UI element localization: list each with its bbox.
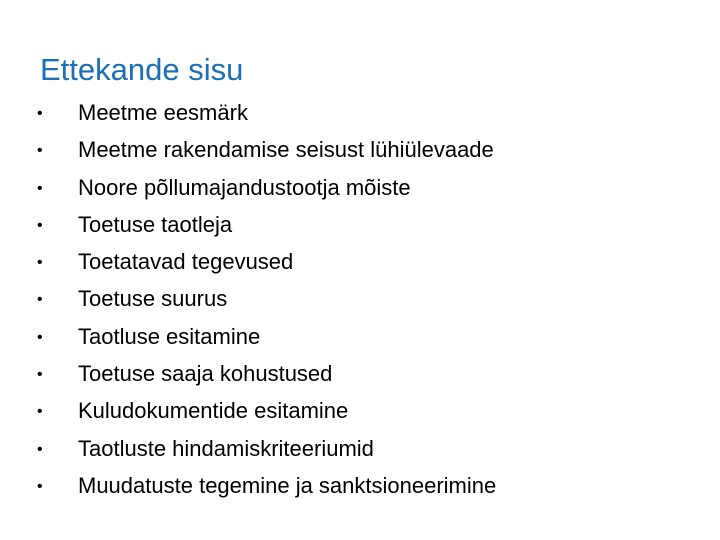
list-item-text: Toetuse suurus (78, 286, 228, 312)
list-item-text: Noore põllumajandustootja mõiste (78, 174, 411, 200)
bullet-icon: • (37, 142, 43, 160)
list-item-text: Toetuse saaja kohustused (78, 361, 333, 387)
list-item-text: Kuludokumentide esitamine (78, 398, 349, 424)
bullet-icon: • (37, 291, 43, 309)
list-item (0, 357, 700, 394)
list-item-text: Meetme eesmärk (78, 100, 248, 125)
list-item-text: Toetatavad tegevused (78, 249, 294, 275)
list-item-text: Taotluse esitamine (78, 323, 261, 349)
list-item (0, 432, 700, 469)
bullet-icon: • (37, 179, 43, 197)
bullet-icon: • (37, 105, 43, 122)
bullet-icon: • (37, 477, 43, 495)
list-item (0, 394, 700, 431)
list-item-text: Meetme rakendamise seisust lühiülevaade (78, 137, 494, 163)
agenda-list (0, 96, 700, 506)
bullet-icon: • (37, 403, 43, 421)
list-item-text: Toetuse taotleja (78, 211, 233, 237)
list-item (0, 133, 700, 170)
bullet-icon: • (37, 328, 43, 346)
bullet-icon: • (37, 366, 43, 384)
bullet-icon: • (37, 216, 43, 234)
list-item (0, 320, 700, 357)
slide-title: Ettekande sisu (40, 52, 244, 87)
list-item (0, 469, 700, 506)
list-item-text: Taotluste hindamiskriteeriumid (78, 435, 374, 461)
list-item (0, 208, 700, 245)
list-item (0, 282, 700, 319)
list-item (0, 96, 700, 133)
list-item (0, 171, 700, 208)
bullet-icon: • (37, 440, 43, 458)
bullet-icon: • (37, 254, 43, 272)
list-item (0, 245, 700, 282)
list-item-text: Muudatuste tegemine ja sanktsioneerimine (78, 472, 497, 498)
